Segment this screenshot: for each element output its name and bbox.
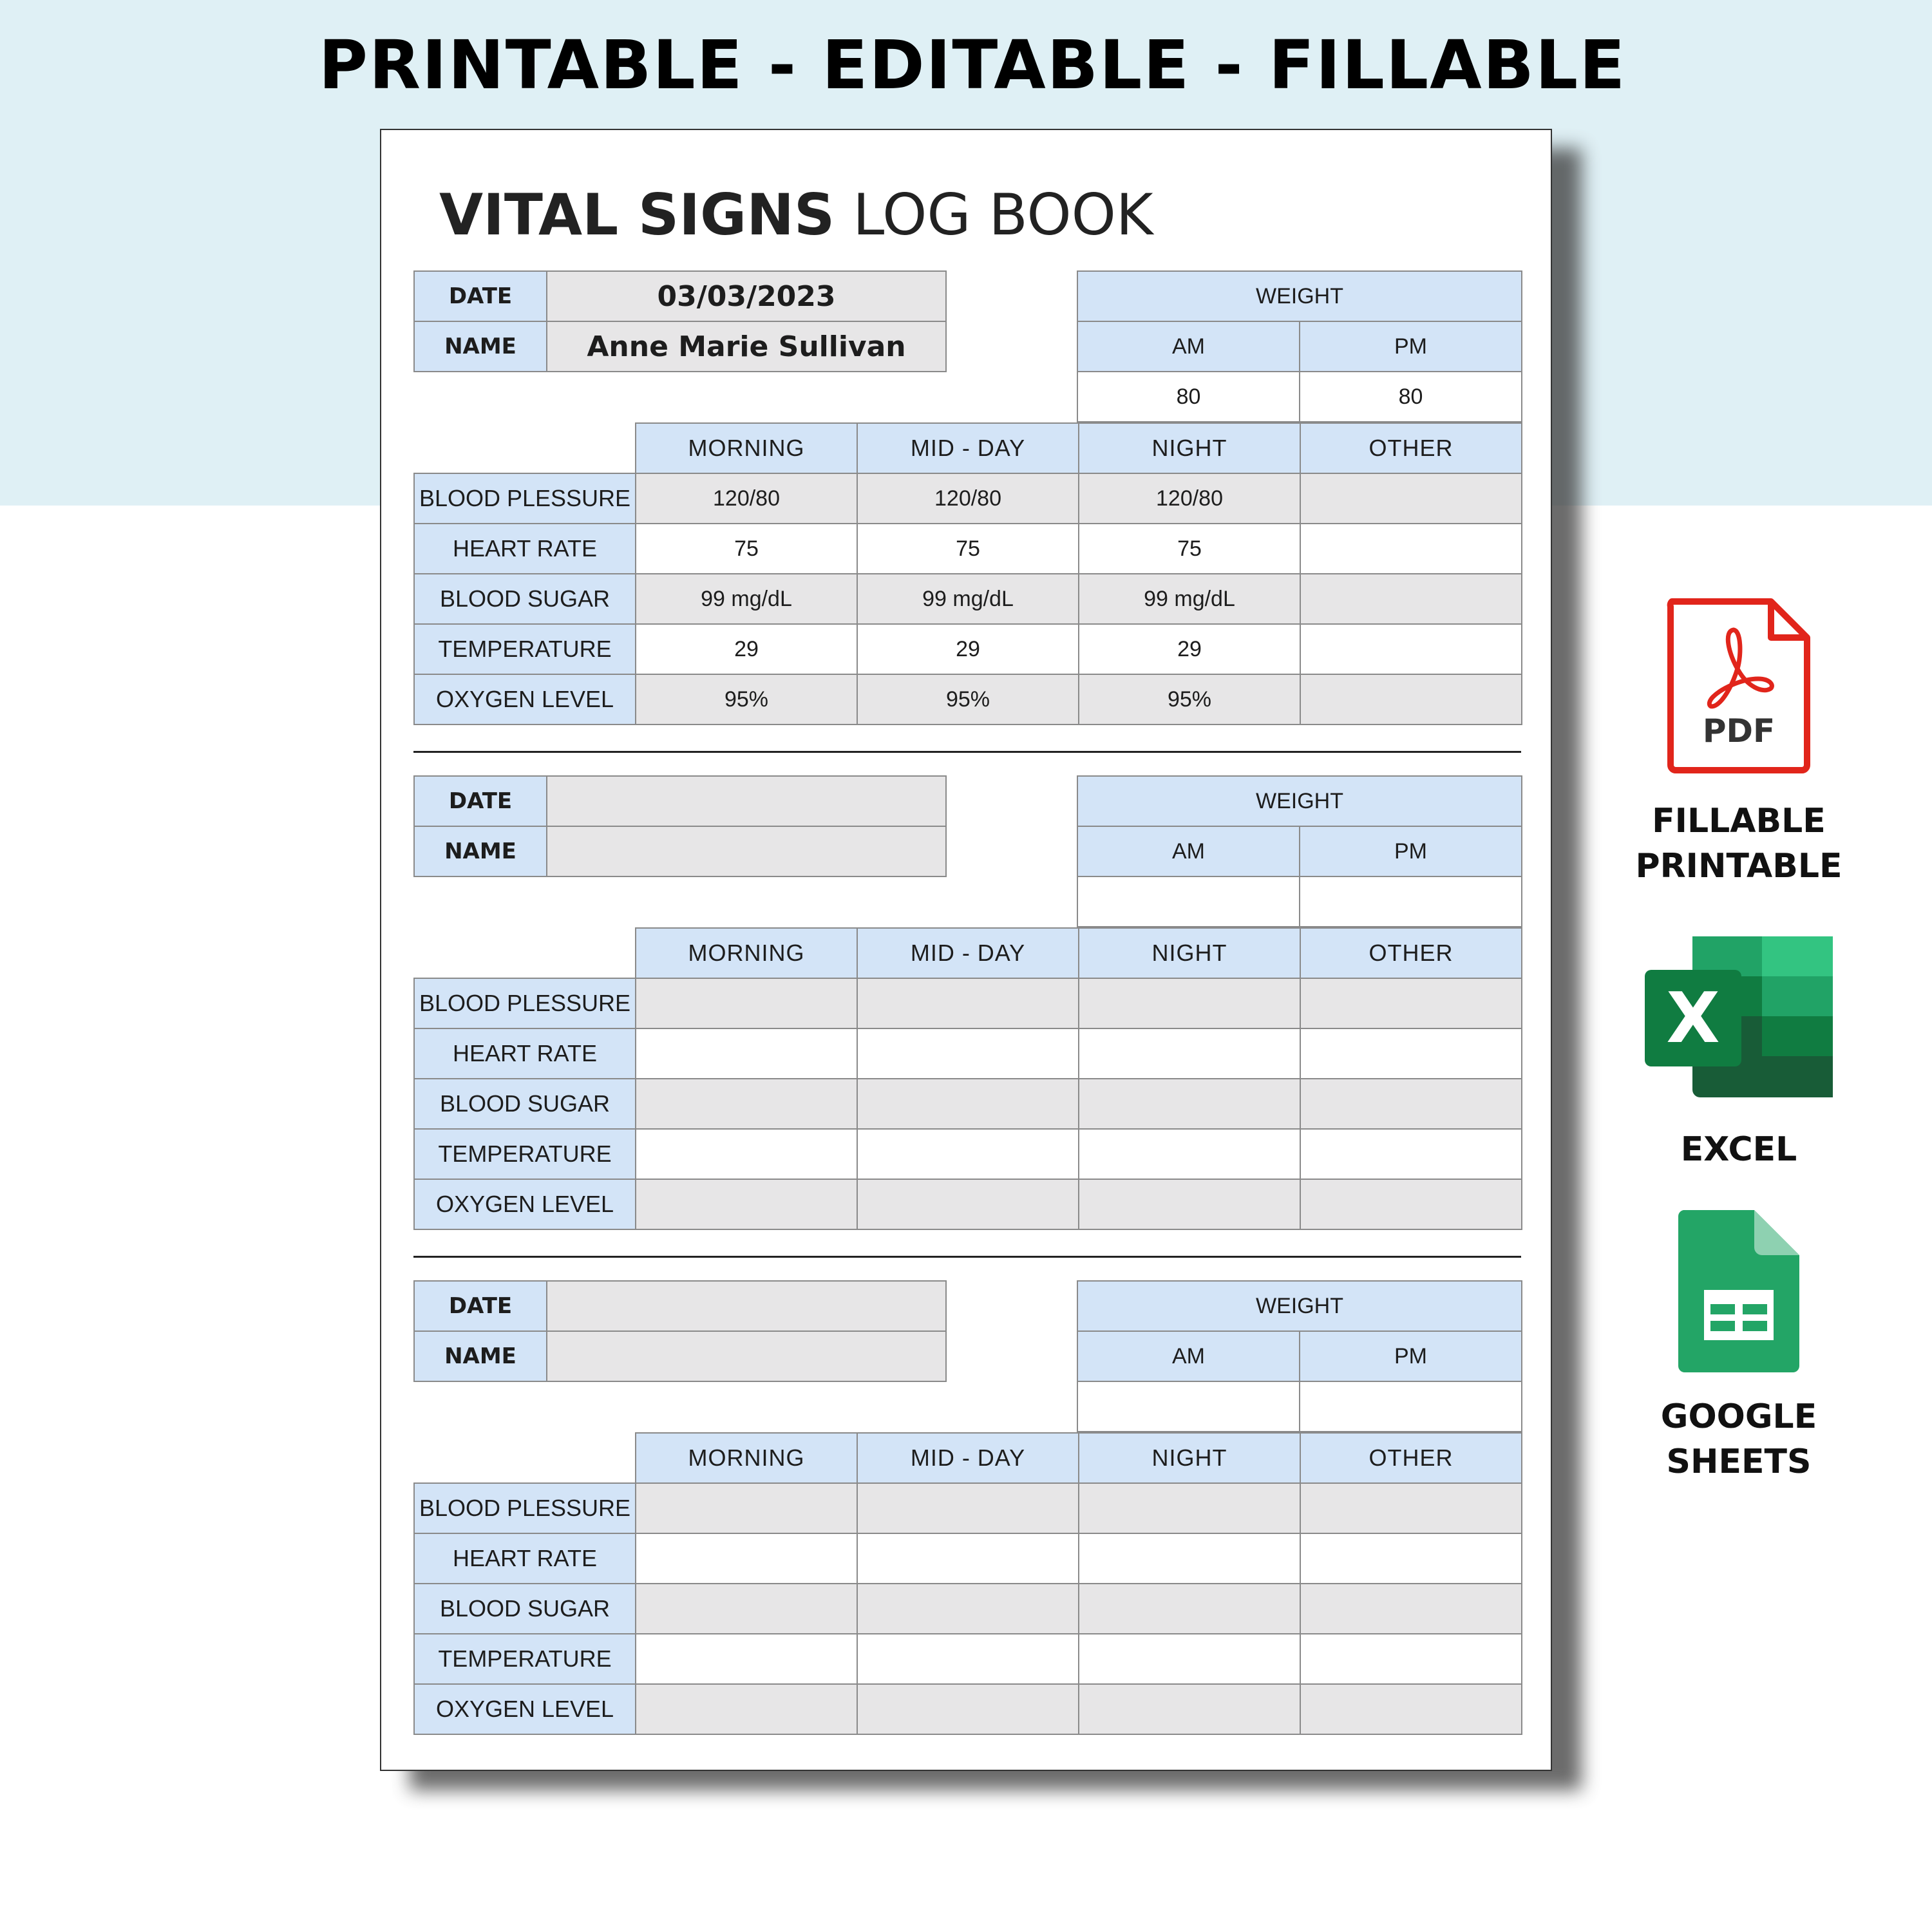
excel-badge-text: X xyxy=(1666,978,1720,1059)
google-sheets-icon xyxy=(1674,1208,1803,1375)
vitals-row xyxy=(414,473,1522,524)
weight-table xyxy=(1077,270,1522,422)
weight-am-field[interactable] xyxy=(1077,1381,1300,1432)
weight-pm-header: PM xyxy=(1300,1331,1522,1381)
vitals-cell[interactable] xyxy=(1300,1584,1522,1634)
vitals-cell[interactable] xyxy=(857,978,1079,1028)
log-sheet xyxy=(380,129,1552,1771)
title-light: LOG BOOK xyxy=(853,182,1153,248)
weight-pm-header: PM xyxy=(1300,826,1522,876)
row-label: HEART RATE xyxy=(414,1533,636,1584)
vitals-row xyxy=(414,624,1522,674)
vitals-cell[interactable] xyxy=(1079,1584,1300,1634)
vitals-cell[interactable]: 75 xyxy=(1079,524,1300,574)
weight-pm-field[interactable]: 80 xyxy=(1300,372,1522,422)
vitals-cell[interactable] xyxy=(636,978,857,1028)
vitals-row xyxy=(414,978,1522,1028)
name-label: NAME xyxy=(414,826,547,876)
vitals-cell[interactable] xyxy=(1079,1179,1300,1229)
vitals-row xyxy=(414,1079,1522,1129)
vitals-cell[interactable] xyxy=(1079,1634,1300,1684)
vitals-cell[interactable]: 120/80 xyxy=(1079,473,1300,524)
vitals-cell[interactable]: 75 xyxy=(857,524,1079,574)
vitals-cell[interactable] xyxy=(1300,1684,1522,1734)
vitals-cell[interactable] xyxy=(636,1634,857,1684)
excel-icon xyxy=(1642,934,1835,1101)
weight-table xyxy=(1077,775,1522,927)
name-field[interactable] xyxy=(547,826,946,876)
vitals-row xyxy=(414,1584,1522,1634)
vitals-cell[interactable] xyxy=(857,1533,1079,1584)
row-label: BLOOD PLESSURE xyxy=(414,978,636,1028)
vitals-table xyxy=(413,927,1522,1230)
log-entry-block xyxy=(413,775,1521,1230)
weight-table xyxy=(1077,1280,1522,1432)
vitals-row xyxy=(414,1129,1522,1179)
vitals-cell[interactable] xyxy=(857,1483,1079,1533)
date-name-table xyxy=(413,1280,947,1382)
column-header: MORNING xyxy=(636,928,857,978)
vitals-cell[interactable]: 29 xyxy=(636,624,857,674)
name-label: NAME xyxy=(414,1331,547,1381)
weight-am-header: AM xyxy=(1077,826,1300,876)
vitals-cell[interactable] xyxy=(1300,1533,1522,1584)
vitals-cell[interactable] xyxy=(1300,624,1522,674)
row-label: TEMPERATURE xyxy=(414,1634,636,1684)
vitals-cell[interactable] xyxy=(857,1028,1079,1079)
vitals-cell[interactable]: 29 xyxy=(857,624,1079,674)
title-bold: VITAL SIGNS xyxy=(439,182,835,248)
date-label: DATE xyxy=(414,1281,547,1331)
vitals-row xyxy=(414,1179,1522,1229)
log-entry-block xyxy=(413,1280,1521,1735)
vitals-cell[interactable] xyxy=(636,1483,857,1533)
vitals-cell[interactable] xyxy=(1300,1129,1522,1179)
weight-am-field[interactable] xyxy=(1077,876,1300,927)
column-header: OTHER xyxy=(1300,1433,1522,1483)
vitals-cell[interactable] xyxy=(1079,1129,1300,1179)
weight-pm-field[interactable] xyxy=(1300,876,1522,927)
vitals-cell[interactable] xyxy=(1079,1028,1300,1079)
vitals-cell[interactable]: 99 mg/dL xyxy=(857,574,1079,624)
vitals-cell[interactable]: 95% xyxy=(636,674,857,724)
vitals-cell[interactable]: 99 mg/dL xyxy=(636,574,857,624)
row-label: BLOOD PLESSURE xyxy=(414,1483,636,1533)
google-sheets-label: GOOGLE SHEETS xyxy=(1660,1397,1817,1481)
vitals-table xyxy=(413,422,1522,725)
vitals-cell[interactable] xyxy=(636,1684,857,1734)
row-label: OXYGEN LEVEL xyxy=(414,1179,636,1229)
vitals-cell[interactable] xyxy=(1300,473,1522,524)
date-field[interactable] xyxy=(547,1281,946,1331)
section-divider xyxy=(413,751,1521,753)
vitals-row xyxy=(414,1483,1522,1533)
row-label: TEMPERATURE xyxy=(414,624,636,674)
row-label: BLOOD PLESSURE xyxy=(414,473,636,524)
row-label: HEART RATE xyxy=(414,524,636,574)
vitals-cell[interactable] xyxy=(636,1079,857,1129)
row-label: OXYGEN LEVEL xyxy=(414,1684,636,1734)
vitals-row xyxy=(414,574,1522,624)
vitals-cell[interactable]: 120/80 xyxy=(857,473,1079,524)
document-title xyxy=(439,182,1153,248)
column-header: MID - DAY xyxy=(857,423,1079,473)
column-header: OTHER xyxy=(1300,928,1522,978)
vitals-cell[interactable] xyxy=(857,1684,1079,1734)
vitals-corner xyxy=(414,1433,636,1483)
vitals-cell[interactable] xyxy=(1079,1483,1300,1533)
pdf-badge-text: PDF xyxy=(1702,712,1776,750)
vitals-cell[interactable] xyxy=(1300,1634,1522,1684)
vitals-cell[interactable]: 95% xyxy=(1079,674,1300,724)
date-name-table xyxy=(413,270,947,372)
vitals-cell[interactable] xyxy=(1079,1079,1300,1129)
headline: PRINTABLE - EDITABLE - FILLABLE xyxy=(318,26,1627,104)
vitals-cell[interactable]: 75 xyxy=(636,524,857,574)
column-header: OTHER xyxy=(1300,423,1522,473)
vitals-cell[interactable]: 99 mg/dL xyxy=(1079,574,1300,624)
vitals-cell[interactable] xyxy=(1300,674,1522,724)
weight-am-field[interactable]: 80 xyxy=(1077,372,1300,422)
vitals-table xyxy=(413,1432,1522,1735)
vitals-row xyxy=(414,524,1522,574)
vitals-cell[interactable] xyxy=(1300,1028,1522,1079)
column-header: NIGHT xyxy=(1079,928,1300,978)
weight-header: WEIGHT xyxy=(1077,776,1522,826)
vitals-cell[interactable] xyxy=(636,1179,857,1229)
google-sheets-format xyxy=(1623,1208,1855,1484)
weight-pm-field[interactable] xyxy=(1300,1381,1522,1432)
excel-label: EXCEL xyxy=(1680,1130,1797,1169)
vitals-row xyxy=(414,1028,1522,1079)
vitals-corner xyxy=(414,928,636,978)
weight-am-header: AM xyxy=(1077,321,1300,372)
column-header: NIGHT xyxy=(1079,423,1300,473)
vitals-cell[interactable] xyxy=(1079,1684,1300,1734)
section-divider xyxy=(413,1256,1521,1258)
column-header: MORNING xyxy=(636,1433,857,1483)
vitals-row xyxy=(414,1634,1522,1684)
name-field[interactable]: Anne Marie Sullivan xyxy=(547,321,946,372)
excel-format xyxy=(1610,934,1868,1172)
pdf-icon xyxy=(1662,592,1816,779)
name-field[interactable] xyxy=(547,1331,946,1381)
vitals-cell[interactable] xyxy=(636,1129,857,1179)
row-label: OXYGEN LEVEL xyxy=(414,674,636,724)
date-name-table xyxy=(413,775,947,877)
vitals-cell[interactable] xyxy=(1300,1079,1522,1129)
pdf-format xyxy=(1623,592,1855,889)
vitals-cell[interactable] xyxy=(636,1028,857,1079)
vitals-row xyxy=(414,674,1522,724)
row-label: BLOOD SUGAR xyxy=(414,1584,636,1634)
column-header: MORNING xyxy=(636,423,857,473)
row-label: TEMPERATURE xyxy=(414,1129,636,1179)
vitals-cell[interactable] xyxy=(857,1634,1079,1684)
weight-pm-header: PM xyxy=(1300,321,1522,372)
date-label: DATE xyxy=(414,271,547,321)
row-label: HEART RATE xyxy=(414,1028,636,1079)
vitals-cell[interactable]: 120/80 xyxy=(636,473,857,524)
column-header: MID - DAY xyxy=(857,1433,1079,1483)
vitals-cell[interactable] xyxy=(857,1179,1079,1229)
vitals-cell[interactable] xyxy=(1300,524,1522,574)
date-field[interactable] xyxy=(547,776,946,826)
vitals-row xyxy=(414,1533,1522,1584)
vitals-cell[interactable] xyxy=(857,1584,1079,1634)
vitals-cell[interactable] xyxy=(1300,978,1522,1028)
weight-header: WEIGHT xyxy=(1077,271,1522,321)
log-entry-block xyxy=(413,270,1521,725)
vitals-row xyxy=(414,1684,1522,1734)
vitals-cell[interactable] xyxy=(1079,1533,1300,1584)
row-label: BLOOD SUGAR xyxy=(414,1079,636,1129)
weight-header: WEIGHT xyxy=(1077,1281,1522,1331)
vitals-cell[interactable]: 29 xyxy=(1079,624,1300,674)
row-label: BLOOD SUGAR xyxy=(414,574,636,624)
name-label: NAME xyxy=(414,321,547,372)
vitals-cell[interactable] xyxy=(1300,1179,1522,1229)
vitals-cell[interactable] xyxy=(1079,978,1300,1028)
date-field[interactable]: 03/03/2023 xyxy=(547,271,946,321)
weight-am-header: AM xyxy=(1077,1331,1300,1381)
vitals-cell[interactable] xyxy=(857,1129,1079,1179)
column-header: MID - DAY xyxy=(857,928,1079,978)
vitals-cell[interactable] xyxy=(1300,1483,1522,1533)
vitals-corner xyxy=(414,423,636,473)
vitals-cell[interactable] xyxy=(636,1584,857,1634)
vitals-cell[interactable]: 95% xyxy=(857,674,1079,724)
column-header: NIGHT xyxy=(1079,1433,1300,1483)
date-label: DATE xyxy=(414,776,547,826)
pdf-label: FILLABLE PRINTABLE xyxy=(1635,802,1842,886)
vitals-cell[interactable] xyxy=(857,1079,1079,1129)
vitals-cell[interactable] xyxy=(1300,574,1522,624)
vitals-cell[interactable] xyxy=(636,1533,857,1584)
